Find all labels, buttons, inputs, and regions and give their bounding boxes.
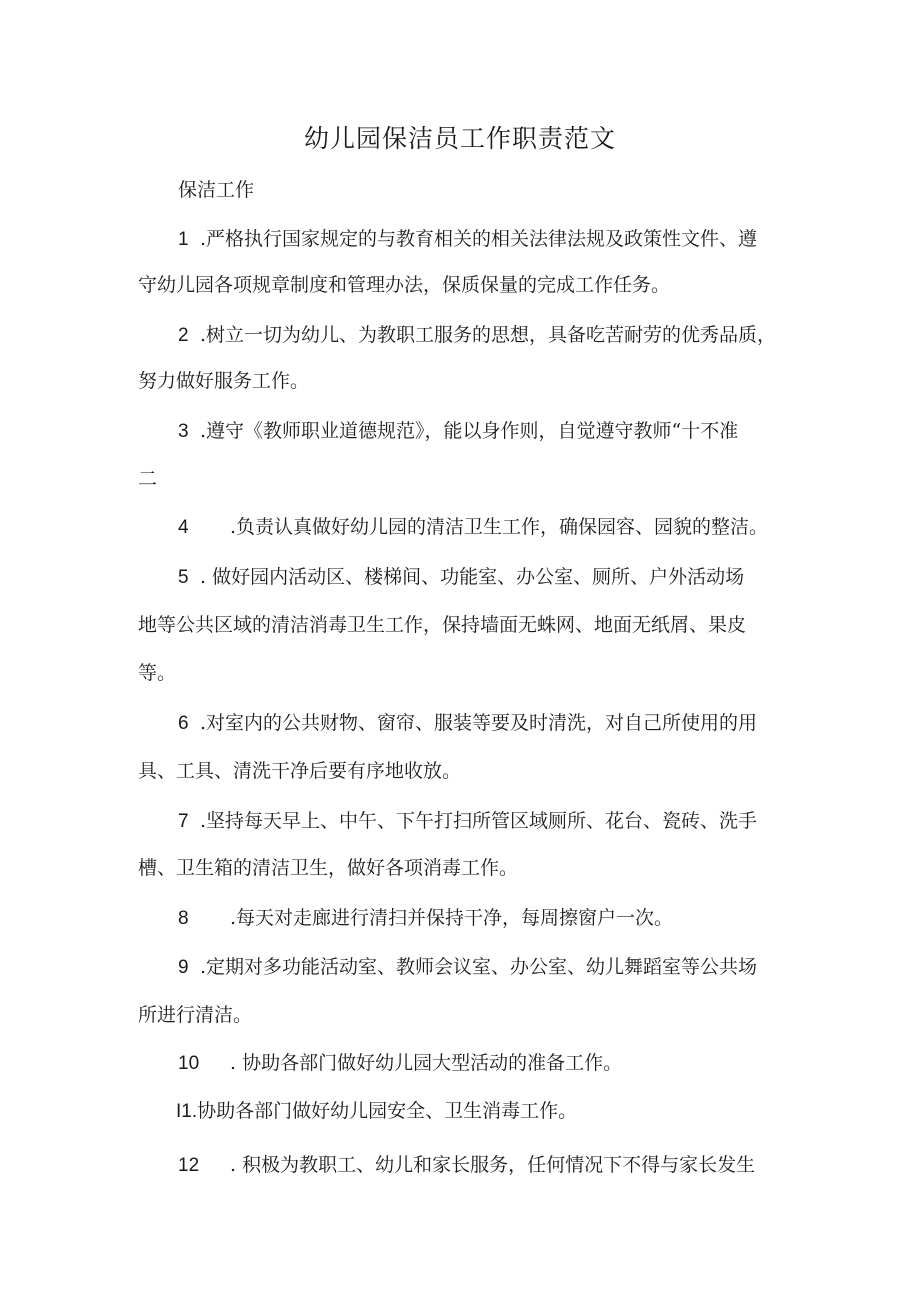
- list-item-6-line-2: 具、工具、清洗干净后要有序地收放。: [138, 760, 462, 782]
- list-item-number: I1.: [176, 1101, 198, 1122]
- list-item-text: .每天对走廊进行清扫并保持干净，每周擦窗户一次。: [230, 907, 674, 929]
- list-item-7-line-1: [178, 806, 757, 837]
- list-item-text: .树立一切为幼儿、为教职工服务的思想，具备吃苦耐劳的优秀品质，: [200, 324, 777, 346]
- list-item-3-line-1: [178, 416, 738, 447]
- list-item-1-line-1: [178, 224, 757, 255]
- list-item-number: 4: [178, 517, 189, 538]
- list-item-9-line-1: [178, 952, 757, 983]
- list-item-number: 6: [178, 713, 189, 734]
- list-item-text: .坚持每天早上、中午、下午打扫所管区域厕所、花台、瓷砖、洗手: [200, 810, 758, 832]
- list-item-2-line-2: 努力做好服务工作。: [138, 370, 310, 392]
- list-item-6-line-1: [178, 708, 757, 739]
- list-item-5-line-2: 地等公共区域的清洁消毒卫生工作，保持墙面无蛛网、地面无纸屑、果皮: [138, 614, 747, 636]
- list-item-number: 2: [178, 325, 189, 346]
- list-item-number: 3: [178, 421, 189, 442]
- list-item-text: .负责认真做好幼儿园的清洁卫生工作，确保园容、园貌的整洁。: [230, 516, 769, 538]
- list-item-7-line-2: 槽、卫生箱的清洁卫生，做好各项消毒工作。: [138, 857, 519, 879]
- list-item-number: 1: [178, 229, 189, 250]
- section-heading: 保洁工作: [178, 179, 255, 201]
- list-item-number: 10: [178, 1053, 200, 1074]
- list-item-3-line-2: 二: [138, 468, 158, 490]
- list-item-text: .严格执行国家规定的与教育相关的相关法律法规及政策性文件、遵: [200, 228, 758, 250]
- list-item-number: 7: [178, 811, 189, 832]
- list-item-text: .对室内的公共财物、窗帘、服装等要及时清洗，对自己所使用的用: [200, 712, 758, 734]
- list-item-9-line-2: 所进行清洁。: [138, 1004, 253, 1026]
- list-item-text: . 积极为教职工、幼儿和家长服务，任何情况下不得与家长发生: [230, 1154, 756, 1176]
- list-item-text: .遵守《教师职业道德规范》，能以身作则，自觉遵守教师“十不准: [200, 420, 739, 442]
- list-item-5-line-3: 等。: [138, 662, 177, 684]
- list-item-text: . 协助各部门做好幼儿园大型活动的准备工作。: [230, 1052, 623, 1074]
- list-item-number: 8: [178, 908, 189, 929]
- list-item-4-line-1: [178, 512, 768, 543]
- list-item-5-line-1: [178, 562, 744, 593]
- list-item-1-line-2: 守幼儿园各项规章制度和管理办法，保质保量的完成工作任务。: [138, 274, 671, 296]
- list-item-text: 协助各部门做好幼儿园安全、卫生消毒工作。: [197, 1100, 578, 1122]
- list-item-10-line-1: [178, 1048, 622, 1079]
- list-item-12-line-1: [178, 1150, 755, 1181]
- document-title: 幼儿园保洁员工作职责范文: [303, 124, 616, 153]
- list-item-number: 5: [178, 567, 189, 588]
- list-item-number: 12: [178, 1155, 200, 1176]
- list-item-text: . 做好园内活动区、楼梯间、功能室、办公室、厕所、户外活动场: [200, 566, 745, 588]
- list-item-2-line-1: [178, 320, 776, 351]
- list-item-11-line-1: [176, 1096, 577, 1127]
- list-item-8-line-1: [178, 903, 673, 934]
- list-item-number: 9: [178, 957, 189, 978]
- list-item-text: .定期对多功能活动室、教师会议室、办公室、幼儿舞蹈室等公共场: [200, 956, 758, 978]
